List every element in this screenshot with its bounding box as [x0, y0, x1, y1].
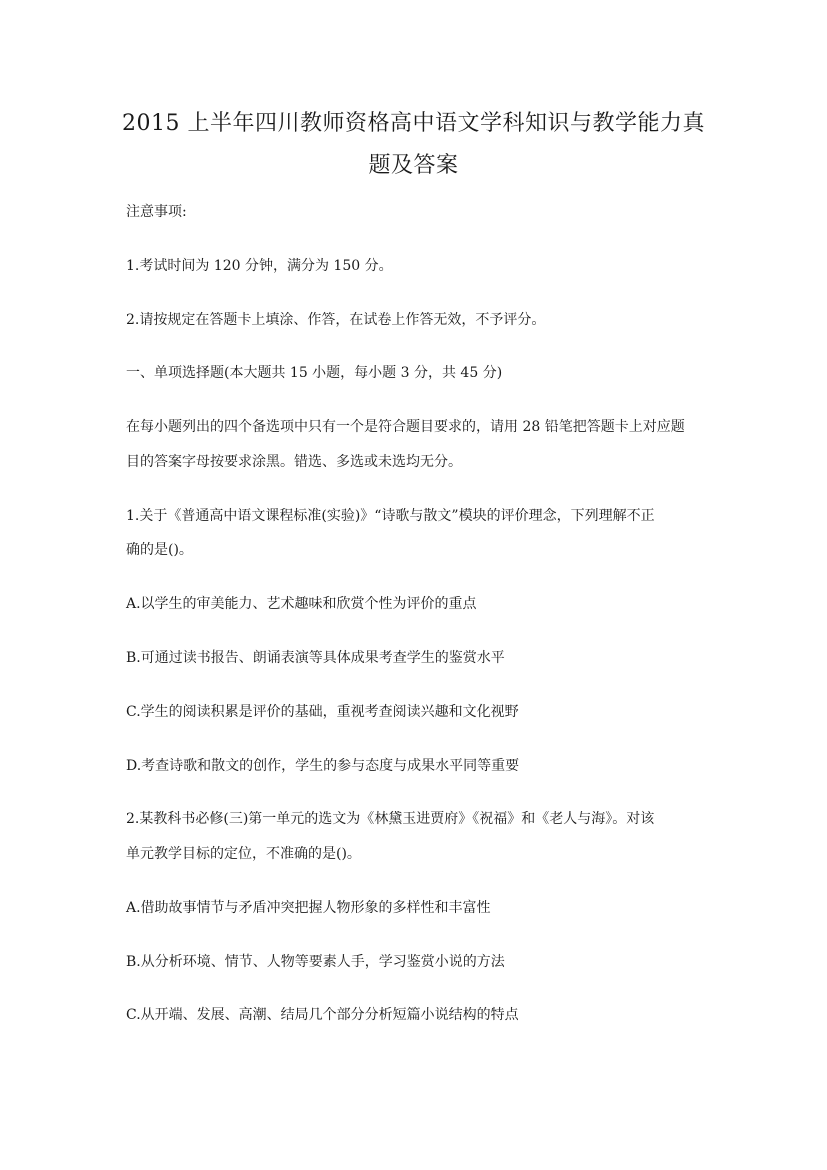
question-2-stem-line-1: 2.某教科书必修(三)第一单元的选文为《林黛玉进贾府》《祝福》和《老人与海》。对该 [126, 811, 655, 827]
question-1-stem-line-2: 确的是()。 [126, 542, 193, 558]
question-1-option-c: C.学生的阅读积累是评价的基础，重视考查阅读兴趣和文化视野 [126, 704, 519, 720]
question-1-option-a: A.以学生的审美能力、艺术趣味和欣赏个性为评价的重点 [126, 596, 477, 612]
question-1-option-b: B.可通过读书报告、朗诵表演等具体成果考查学生的鉴赏水平 [126, 650, 505, 666]
question-2-option-c: C.从开端、发展、高潮、结局几个部分分析短篇小说结构的特点 [126, 1007, 519, 1023]
document-title-line-2: 题及答案 [368, 153, 459, 178]
notice-item-1: 1.考试时间为 120 分钟，满分为 150 分。 [126, 258, 393, 274]
instruction-line-2: 目的答案字母按要求涂黑。错选、多选或未选均无分。 [126, 454, 462, 470]
instruction-line-1: 在每小题列出的四个备选项中只有一个是符合题目要求的，请用 28 铅笔把答题卡上对应题 [126, 419, 685, 435]
question-2-stem-line-2: 单元教学目标的定位，不准确的是()。 [126, 846, 361, 862]
question-2-option-a: A.借助故事情节与矛盾冲突把握人物形象的多样性和丰富性 [126, 900, 491, 916]
question-1-option-d: D.考查诗歌和散文的创作，学生的参与态度与成果水平同等重要 [126, 758, 520, 774]
document-title-line-1: 2015 上半年四川教师资格高中语文学科知识与教学能力真 [122, 111, 705, 136]
notice-item-2: 2.请按规定在答题卡上填涂、作答，在试卷上作答无效，不予评分。 [126, 312, 546, 328]
notice-heading: 注意事项: [126, 204, 187, 220]
section-heading: 一、单项选择题(本大题共 15 小题，每小题 3 分，共 45 分) [126, 365, 503, 381]
question-2-option-b: B.从分析环境、情节、人物等要素人手，学习鉴赏小说的方法 [126, 954, 505, 970]
question-1-stem-line-1: 1.关于《普通高中语文课程标准(实验)》“诗歌与散文”模块的评价理念，下列理解不正 [126, 508, 655, 524]
